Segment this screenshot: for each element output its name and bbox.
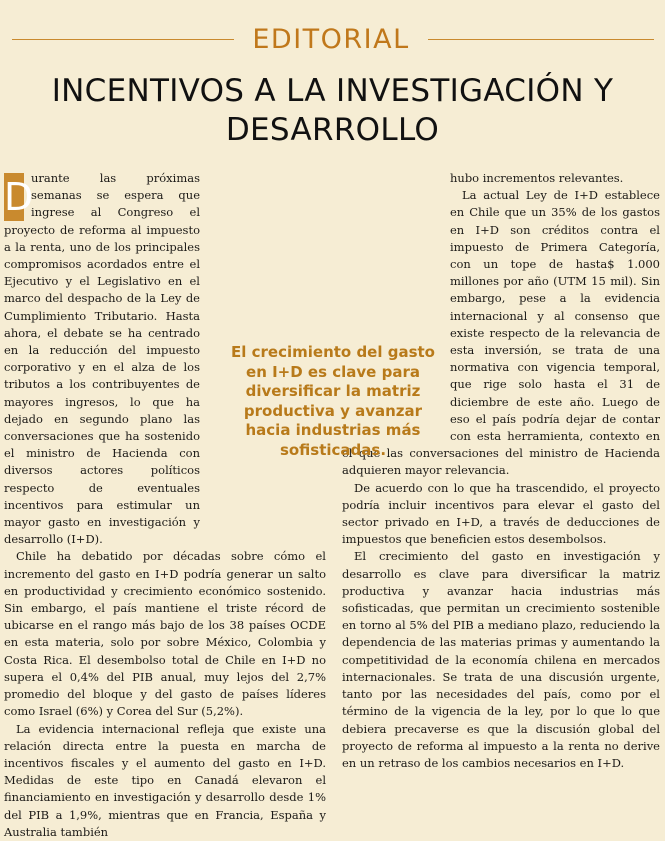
article-column-left [4, 170, 326, 841]
paragraph: La actual Ley de I+D establece en Chile que un 35% de los gastos en I+D son créditos contra el impuesto de Primera Categoría, con un tope de hasta$ 1.000 millones por año (UTM 15 mil). Sin embargo, pese a la evidencia internacional y al consenso que existe respecto de la relevancia de esta inversión, se trata de una normativa con vigencia temporal, que rige solo hasta el 31 de diciembre de este año. Luego de eso el país podría dejar de contar con esta herramienta, contexto en el que las conversaciones del ministro de Hacienda adquieren mayor relevancia. [342, 188, 660, 478]
paragraph: Chile ha debatido por décadas sobre cómo el incremento del gasto en I+D podría generar un salto en productividad y crecimiento económico sostenido. Sin embargo, el país mantiene el triste récord de ubicarse en el rango más bajo de los 38 países OCDE en esta materia, solo por sobre México, Colombia y Costa Rica. El desembolso total de Chile en I+D no supera el 0,4% del PIB anual, muy lejos del 2,7% promedio del bloque y del gasto de países líderes como Israel (6%) y Corea del Sur (5,2%). [4, 549, 326, 719]
paragraph: urante las próximas semanas se espera que ingrese al Congreso el proyecto de reforma al impuesto a la renta, uno de los principales compromisos acordados entre el Ejecutivo y el Legislativo en el marco del despacho de la Ley de Cumplimiento Tributario. Hasta ahora, el debate se ha centrado en la reducción del impuesto corporativo y en el alza de los tributos a los contribuyentes de mayores ingresos, lo que ha dejado en segundo plano las conversaciones que ha sostenido el ministro de Hacienda con diversos actores políticos respecto de eventuales incentivos para estimular un mayor gasto en investigación y desarrollo (I+D). [4, 171, 200, 547]
section-header [0, 20, 665, 60]
paragraph: El crecimiento del gasto en investigación y desarrollo es clave para diversificar la matriz productiva y avanzar hacia industrias más sofisticadas, que permitan un crecimiento sostenible en torno al 5% del PIB a mediano plazo, reduciendo la dependencia de las materias primas y aumentando la competitividad de la economía chilena en mercados internacionales. Se trata de una discusión urgente, tanto por las necesidades del país, como por el término de la vigencia de la ley, por lo que lo que debiera precaverse es que la discusión global del proyecto de reforma al impuesto a la renta no derive en un retraso de los cambios necesarios en I+D. [342, 549, 660, 770]
paragraph: La evidencia internacional refleja que existe una relación directa entre la puesta en marcha de incentivos fiscales y el aumento del gasto en I+D. Medidas de este tipo en Canadá elevaron el financiamiento en investigación y desarrollo desde 1% del PIB a 1,9%, mientras que en Francia, España y Australia también [4, 721, 326, 839]
article-column-right [342, 170, 660, 772]
section-rule-left [12, 39, 234, 40]
section-rule-right [428, 39, 654, 40]
pull-quote: El crecimiento del gasto en I+D es clave para diversificar la matriz productiva y avanzar hacia industrias más sofisticadas. [231, 343, 435, 459]
dropcap: D [4, 175, 34, 219]
paragraph: hubo incrementos relevantes. [450, 171, 624, 185]
paragraph: De acuerdo con lo que ha trascendido, el proyecto podría incluir incentivos para elevar el gasto del sector privado en I+D, a través de deducciones de impuestos que beneficien estos desembolsos. [342, 480, 660, 547]
headline: INCENTIVOS A LA INVESTIGACIÓN Y DESARROLLO [51, 73, 614, 148]
section-label: EDITORIAL [252, 24, 410, 55]
